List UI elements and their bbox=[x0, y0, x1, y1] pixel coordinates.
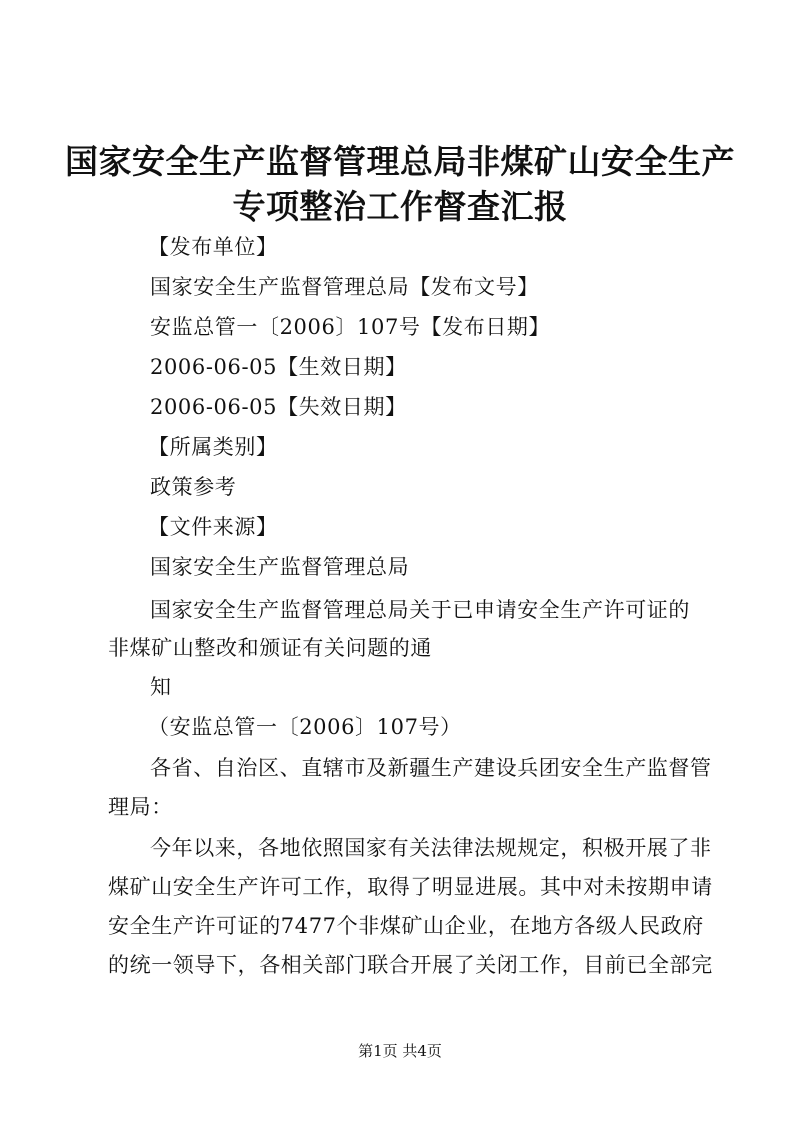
body-line-2: 煤矿山安全生产许可工作，取得了明显进展。其中对未按期申请 bbox=[108, 875, 713, 899]
page-footer: 第1页 共4页 bbox=[358, 1042, 442, 1060]
meta-label-source: 【文件来源】 bbox=[148, 515, 278, 539]
document-title-line-1: 国家安全生产监督管理总局非煤矿山安全生产 bbox=[65, 142, 735, 181]
notice-title-line-3: 知 bbox=[150, 675, 172, 699]
notice-doc-number: （安监总管一〔2006〕107号） bbox=[148, 715, 462, 739]
meta-publisher-value: 国家安全生产监督管理总局【发布文号】 bbox=[150, 275, 539, 299]
addressee-line-1: 各省、自治区、直辖市及新疆生产建设兵团安全生产监督管 bbox=[150, 756, 712, 780]
meta-source-value: 国家安全生产监督管理总局 bbox=[150, 555, 410, 579]
body-line-3: 安全生产许可证的7477个非煤矿山企业，在地方各级人民政府 bbox=[108, 914, 704, 938]
addressee-line-2: 理局： bbox=[108, 795, 173, 819]
meta-publish-date: 2006-06-05【生效日期】 bbox=[150, 355, 407, 379]
meta-doc-number: 安监总管一〔2006〕107号【发布日期】 bbox=[150, 315, 551, 339]
notice-title-line-1: 国家安全生产监督管理总局关于已申请安全生产许可证的 bbox=[150, 598, 690, 622]
meta-label-publisher: 【发布单位】 bbox=[148, 235, 278, 259]
meta-label-category: 【所属类别】 bbox=[148, 435, 278, 459]
notice-title-line-2: 非煤矿山整改和颁证有关问题的通 bbox=[108, 636, 432, 660]
meta-category-value: 政策参考 bbox=[150, 475, 237, 499]
meta-effective-date: 2006-06-05【失效日期】 bbox=[150, 395, 407, 419]
body-line-4: 的统一领导下，各相关部门联合开展了关闭工作，目前已全部完 bbox=[108, 953, 713, 977]
body-line-1: 今年以来，各地依照国家有关法律法规规定，积极开展了非 bbox=[150, 836, 712, 860]
document-title-line-2: 专项整治工作督查汇报 bbox=[232, 187, 568, 226]
